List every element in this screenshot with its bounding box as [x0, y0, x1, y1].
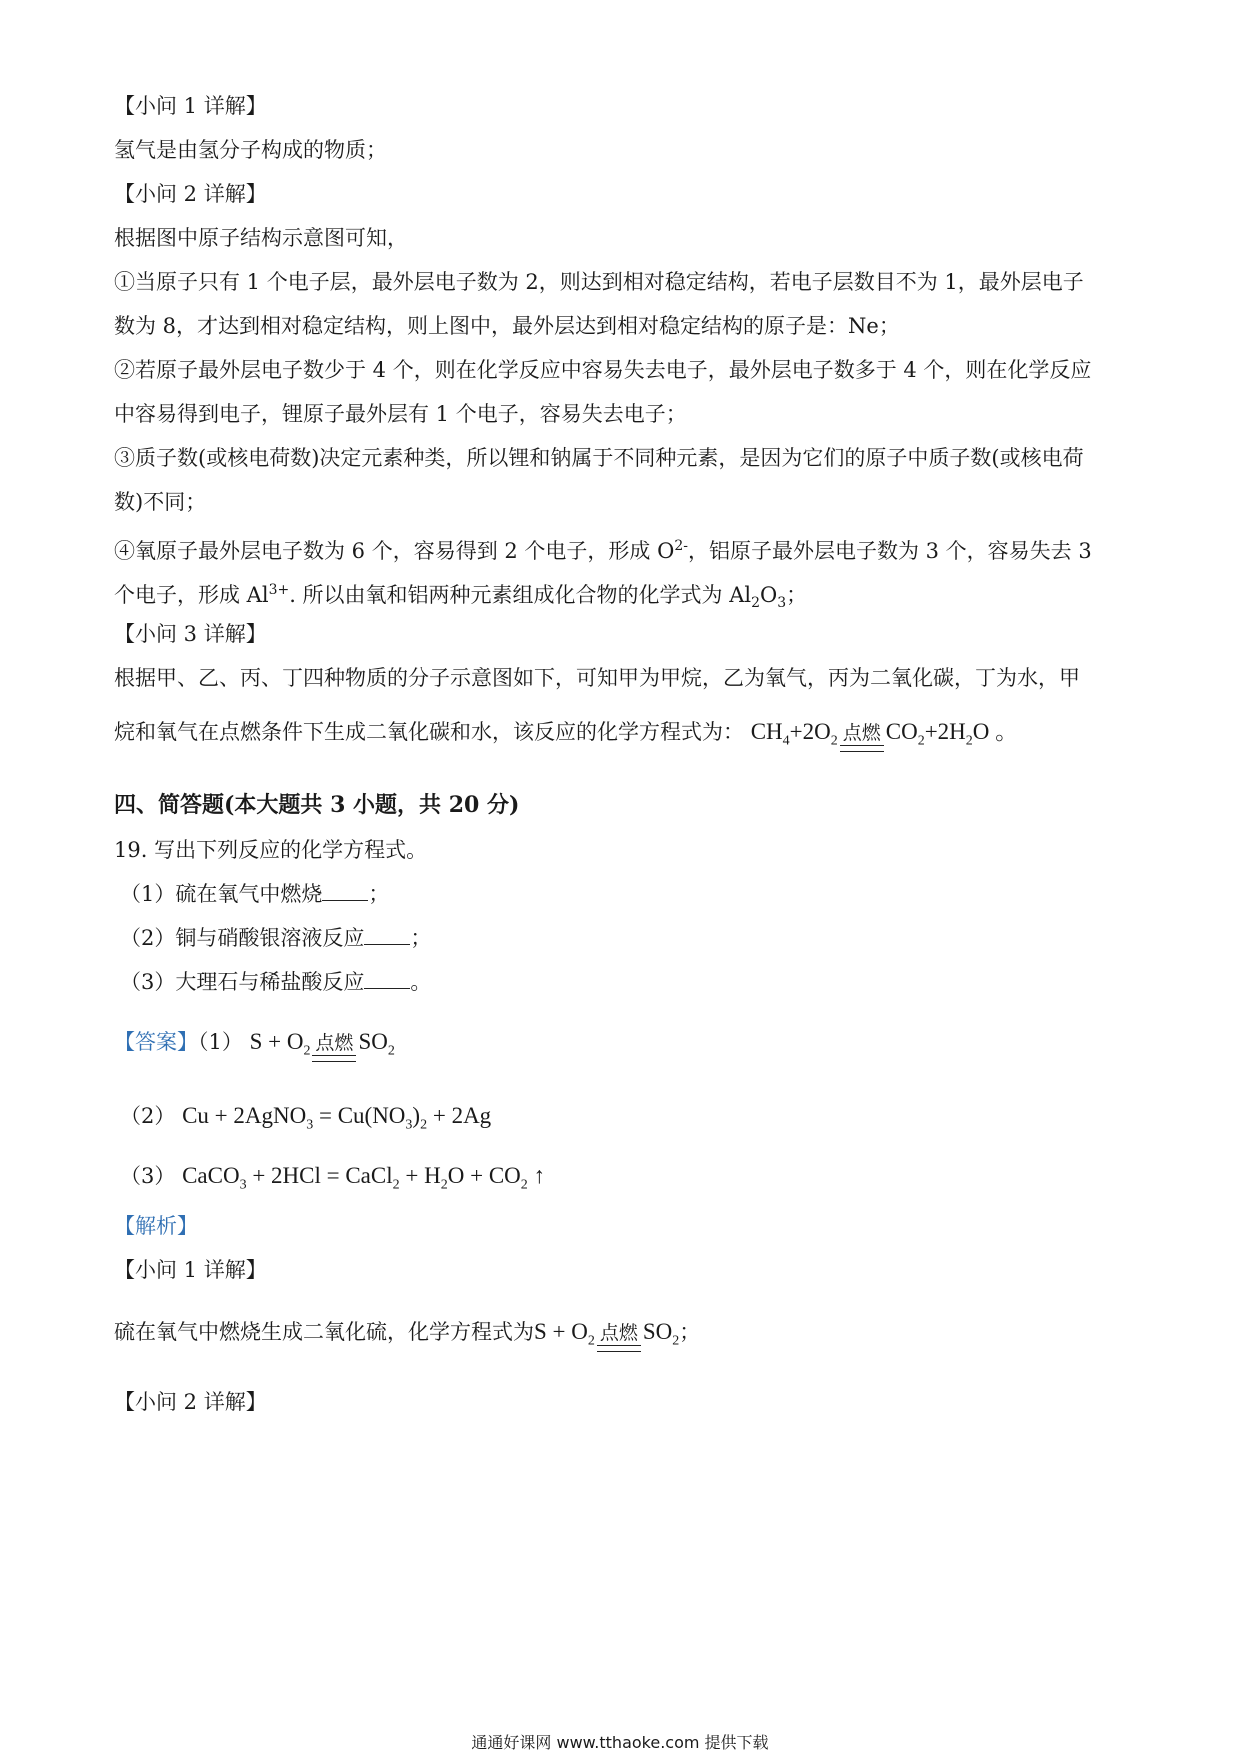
section-heading: 四、简答题(本大题共 3 小题，共 20 分): [114, 792, 520, 818]
subquestion-3-line-2: 烷和氧气在点燃条件下生成二氧化碳和水，该反应的化学方程式为： $CH_4+2O_2$ 点燃 $CO_2+2H_2O$ 。: [114, 718, 1018, 756]
point-1-line-2: 数为 8，才达到相对稳定结构，则上图中，最外层达到相对稳定结构的原子是：Ne；: [114, 314, 900, 338]
analysis-subquestion-1-heading: 【小问 1 详解】: [114, 1258, 267, 1282]
subquestion-3-line-1: 根据甲、乙、丙、丁四种物质的分子示意图如下，可知甲为甲烷，乙为氧气，丙为二氧化碳，丁为水，甲: [114, 666, 1080, 690]
analysis-subquestion-1-text: 硫在氧气中燃烧生成二氧化硫，化学方程式为$S + O_2$ 点燃 $SO_2$；: [114, 1318, 700, 1356]
subquestion-2-heading: 【小问 2 详解】: [114, 182, 267, 206]
subquestion-1-heading: 【小问 1 详解】: [114, 94, 267, 118]
answer-blank[interactable]: [364, 926, 410, 945]
subquestion-3-heading: 【小问 3 详解】: [114, 622, 267, 646]
answer-blank[interactable]: [364, 970, 410, 989]
answer-label: 【答案】: [114, 1030, 198, 1054]
point-3-line-2: 数)不同；: [114, 490, 207, 514]
question-19-3: （3）大理石与稀盐酸反应 。: [120, 970, 432, 994]
sulfur-combustion-equation: $S + O_2$ 点燃 $SO_2$: [250, 1028, 395, 1066]
point-2-line-1: ②若原子最外层电子数少于 4 个，则在化学反应中容易失去电子，最外层电子数多于 4 个，则在化学反应: [114, 358, 1092, 382]
question-19: 19. 写出下列反应的化学方程式。: [114, 838, 428, 862]
methane-combustion-equation: $CH_4+2O_2$ 点燃 $CO_2+2H_2O$ 。: [751, 718, 1018, 756]
sulfur-combustion-equation-2: $S + O_2$ 点燃 $SO_2$: [534, 1318, 679, 1356]
answer-line-2: （2） Cu + 2AgNO$_3$ = $Cu(NO_3)_2 + 2Ag$: [120, 1102, 491, 1140]
point-4-line-1: ④氧原子最外层电子数为 6 个，容易得到 2 个电子，形成 $O^{2-}$，铝原子最外层电子数为 3 个，容易失去 3: [114, 538, 1092, 563]
answer-blank[interactable]: [322, 882, 368, 901]
subquestion-1-text: 氢气是由氢分子构成的物质；: [114, 138, 387, 162]
point-3-line-1: ③质子数(或核电荷数)决定元素种类，所以锂和钠属于不同种元素，是因为它们的原子中质子数(或核电荷: [114, 446, 1084, 470]
answer-line-3: （3） CaCO$_3$ + 2HCl = CaCl$_2$ + $H_2O + CO_2$ ↑: [120, 1162, 545, 1200]
footer-watermark: 通通好课网 www.tthaoke.com 提供下载: [471, 1733, 769, 1752]
subquestion-2-intro: 根据图中原子结构示意图可知，: [114, 226, 408, 250]
point-4-line-2: 个电子，形成 $Al^{3+}$. 所以由氧和铝两种元素组成化合物的化学式为 $Al_2O_3$；: [114, 582, 808, 612]
analysis-label: 【解析】: [114, 1214, 198, 1238]
question-19-2: （2）铜与硝酸银溶液反应 ；: [120, 926, 432, 950]
question-19-1: （1）硫在氧气中燃烧 ；: [120, 882, 390, 906]
point-1-line-1: ①当原子只有 1 个电子层，最外层电子数为 2，则达到相对稳定结构，若电子层数目不为 1，最外层电子: [114, 270, 1084, 294]
analysis-subquestion-2-heading: 【小问 2 详解】: [114, 1390, 267, 1414]
copper-silver-nitrate-equation: Cu + 2AgNO$_3$ = $Cu(NO_3)_2 + 2Ag$: [182, 1103, 492, 1133]
condition-label: 点燃: [842, 721, 881, 744]
answer-line-1: 【答案】（1） $S + O_2$ 点燃 $SO_2$: [114, 1028, 395, 1066]
point-2-line-2: 中容易得到电子，锂原子最外层有 1 个电子，容易失去电子；: [114, 402, 687, 426]
marble-hcl-equation: CaCO$_3$ + 2HCl = CaCl$_2$ + $H_2O + CO_2$ ↑: [182, 1163, 546, 1193]
